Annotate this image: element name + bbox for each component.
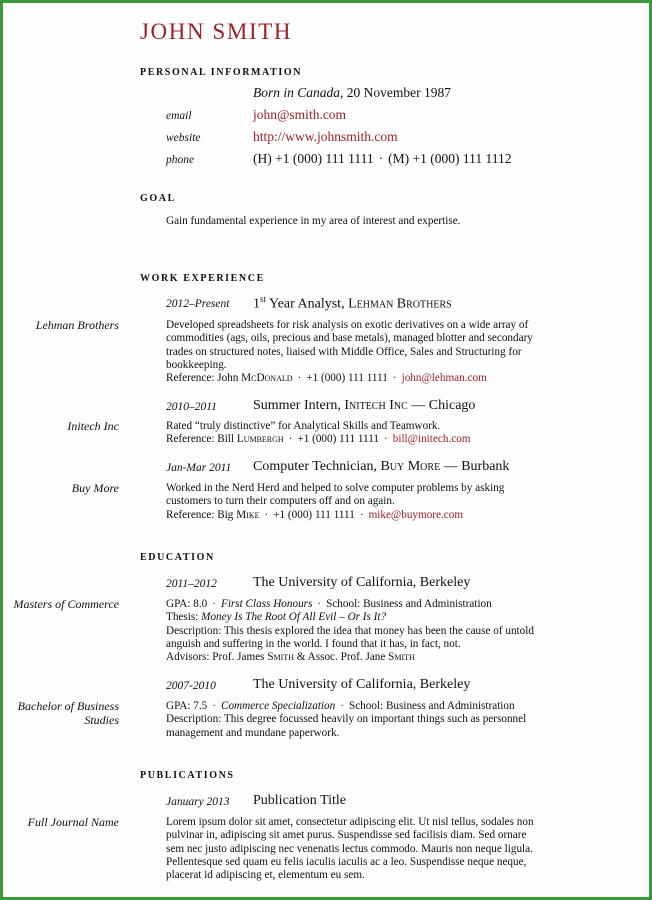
ref-name: McDonald — [241, 372, 293, 385]
section-education-heading: EDUCATION — [140, 552, 215, 563]
edu-title: The University of California, Berkeley — [253, 677, 471, 692]
phone-mobile: (M) +1 (000) 111 1112 — [388, 151, 512, 166]
job-side-label: Lehman Brothers — [35, 318, 119, 332]
goal-text: Gain fundamental experience in my area of interest and expertise. — [166, 215, 461, 227]
edu-gpa-line — [166, 598, 536, 611]
edu-advisor-2: Smith — [388, 651, 415, 664]
separator: · — [264, 508, 269, 521]
website-label: website — [166, 132, 201, 144]
job-title-role: Summer Intern, — [253, 398, 345, 413]
job-title-role: Year Analyst, — [266, 296, 349, 312]
separator: · — [378, 151, 384, 166]
ref-phone: +1 (000) 111 1111 — [306, 372, 388, 385]
separator: · — [340, 700, 344, 712]
separator: · — [212, 700, 216, 712]
edu-gpa: GPA: 7.5 — [166, 700, 208, 712]
edu-side-label: Bachelor of Business Studies — [17, 699, 119, 727]
edu-side-label: Masters of Commerce — [13, 597, 119, 611]
job-company: Lehman Brothers — [348, 296, 452, 312]
section-work-heading: WORK EXPERIENCE — [140, 273, 265, 284]
section-publications-heading: PUBLICATIONS — [140, 770, 235, 781]
edu-gpa: GPA: 8.0 — [166, 598, 208, 610]
phone-home: (H) +1 (000) 111 1111 — [253, 151, 374, 166]
ref-email-link[interactable]: john@lehman.com — [401, 372, 487, 385]
job-reference — [166, 433, 536, 446]
ref-prefix: Reference: John — [166, 372, 239, 385]
ref-email-link[interactable]: mike@buymore.com — [368, 508, 464, 521]
email-label: email — [166, 110, 192, 122]
job-location: — Chicago — [407, 398, 476, 413]
phone-numbers — [253, 151, 511, 167]
edu-description — [166, 598, 536, 664]
separator: · — [288, 433, 293, 446]
edu-desc-text: Description: This thesis explored the idea that money has been the cause of untold anguish and suffering in the world. I found that it has, in fact, not. — [166, 624, 534, 650]
pub-date: January 2013 — [166, 796, 230, 808]
job-date: Jan-Mar 2011 — [166, 462, 232, 474]
job-title-role: Computer Technician, — [253, 459, 381, 474]
job-title-ordinal: 1 — [253, 296, 260, 312]
edu-title: The University of California, Berkeley — [253, 575, 471, 590]
website-link[interactable]: http://www.johnsmith.com — [253, 129, 398, 144]
job-location: — Burbank — [440, 459, 510, 474]
pub-journal: Full Journal Name — [27, 815, 119, 829]
ref-prefix: Reference: Bill — [166, 433, 235, 446]
phone-label: phone — [166, 154, 195, 166]
job-company: Initech Inc — [344, 398, 408, 413]
job-desc-text: Worked in the Nerd Herd and helped to solve computer problems by asking customers to turn their computers off and on again. — [166, 482, 505, 508]
job-title — [253, 294, 452, 313]
edu-desc-text: Description: This degree focussed heavily on important things such as personnel management and mundane paperwork. — [166, 713, 527, 739]
job-title-ordinal-sup: st — [260, 294, 267, 304]
edu-advisors — [166, 651, 536, 664]
edu-description — [166, 700, 536, 740]
edu-honours: First Class Honours — [220, 598, 313, 610]
edu-advisors-prefix: Advisors: Prof. James — [166, 651, 265, 664]
pub-description: Lorem ipsum dolor sit amet, consectetur adipiscing elit. Ut nisl tellus, sodales non pulvinar in, adipiscing sit amet purus. Suspendisse sed facilisis diam. Sed ornare sem nec justo adipiscing nec venenatis lectus commodo. Mauris non neque ligula. Pellentesque sed quam eu felis iaculis iaculis ac a leo. Suspendisse neque neque, placerat id adipiscing et, elementum eu sem. — [166, 816, 534, 882]
email-link[interactable]: john@smith.com — [253, 107, 347, 122]
job-desc-text: Developed spreadsheets for risk analysis on exotic derivatives on a wide array of commodities (ags, oils, precious and base metals), managed blotter and secondary trades on structured notes, liaised with Middle Office, Sales and Structuring for bookkeeping. — [166, 319, 533, 371]
edu-school: School: Business and Administration — [348, 700, 515, 712]
job-date: 2012–Present — [166, 298, 230, 310]
section-personal-heading: PERSONAL INFORMATION — [140, 67, 303, 78]
edu-date: 2007-2010 — [166, 680, 216, 692]
name-heading: JOHN SMITH — [140, 19, 293, 44]
edu-gpa-line — [166, 700, 536, 713]
edu-thesis-label: Thesis: — [166, 611, 199, 624]
job-description — [166, 319, 536, 385]
pub-title: Publication Title — [253, 793, 346, 808]
ref-prefix: Reference: Big — [166, 508, 234, 521]
section-goal-heading: GOAL — [140, 193, 176, 204]
separator: · — [297, 372, 302, 385]
edu-thesis: Money Is The Root Of All Evil – Or Is It? — [201, 611, 387, 624]
separator: · — [212, 598, 216, 610]
job-reference — [166, 509, 536, 522]
ref-phone: +1 (000) 111 1111 — [273, 508, 355, 521]
edu-honours: Commerce Specialization — [220, 700, 336, 712]
job-description — [166, 420, 536, 447]
edu-thesis-line — [166, 611, 536, 624]
birth-place: Born in Canada, — [253, 85, 344, 100]
job-side-label: Buy More — [71, 481, 119, 495]
separator: · — [384, 433, 388, 446]
birth-info — [253, 85, 451, 101]
edu-date: 2011–2012 — [166, 578, 217, 590]
separator: · — [317, 598, 322, 610]
job-reference — [166, 372, 536, 385]
job-title — [253, 459, 509, 475]
separator: · — [359, 508, 364, 521]
ref-name: Lumbergh — [236, 433, 284, 446]
separator: · — [392, 372, 397, 385]
job-company: Buy More — [380, 459, 441, 474]
job-desc-text: Rated “truly distinctive” for Analytical Skills and Teamwork. — [166, 420, 441, 432]
edu-advisors-mid: & Assoc. Prof. Jane — [296, 651, 386, 664]
birth-date: 20 November 1987 — [346, 85, 451, 100]
job-date: 2010–2011 — [166, 401, 217, 413]
edu-school: School: Business and Administration — [326, 598, 492, 610]
edu-advisor-1: Smith — [267, 651, 294, 664]
job-title — [253, 398, 475, 414]
ref-email-link[interactable]: bill@initech.com — [392, 433, 471, 446]
ref-phone: +1 (000) 111 1111 — [297, 433, 380, 446]
job-side-label: Initech Inc — [67, 419, 119, 433]
job-description — [166, 482, 536, 522]
ref-name: Mike — [236, 508, 260, 521]
